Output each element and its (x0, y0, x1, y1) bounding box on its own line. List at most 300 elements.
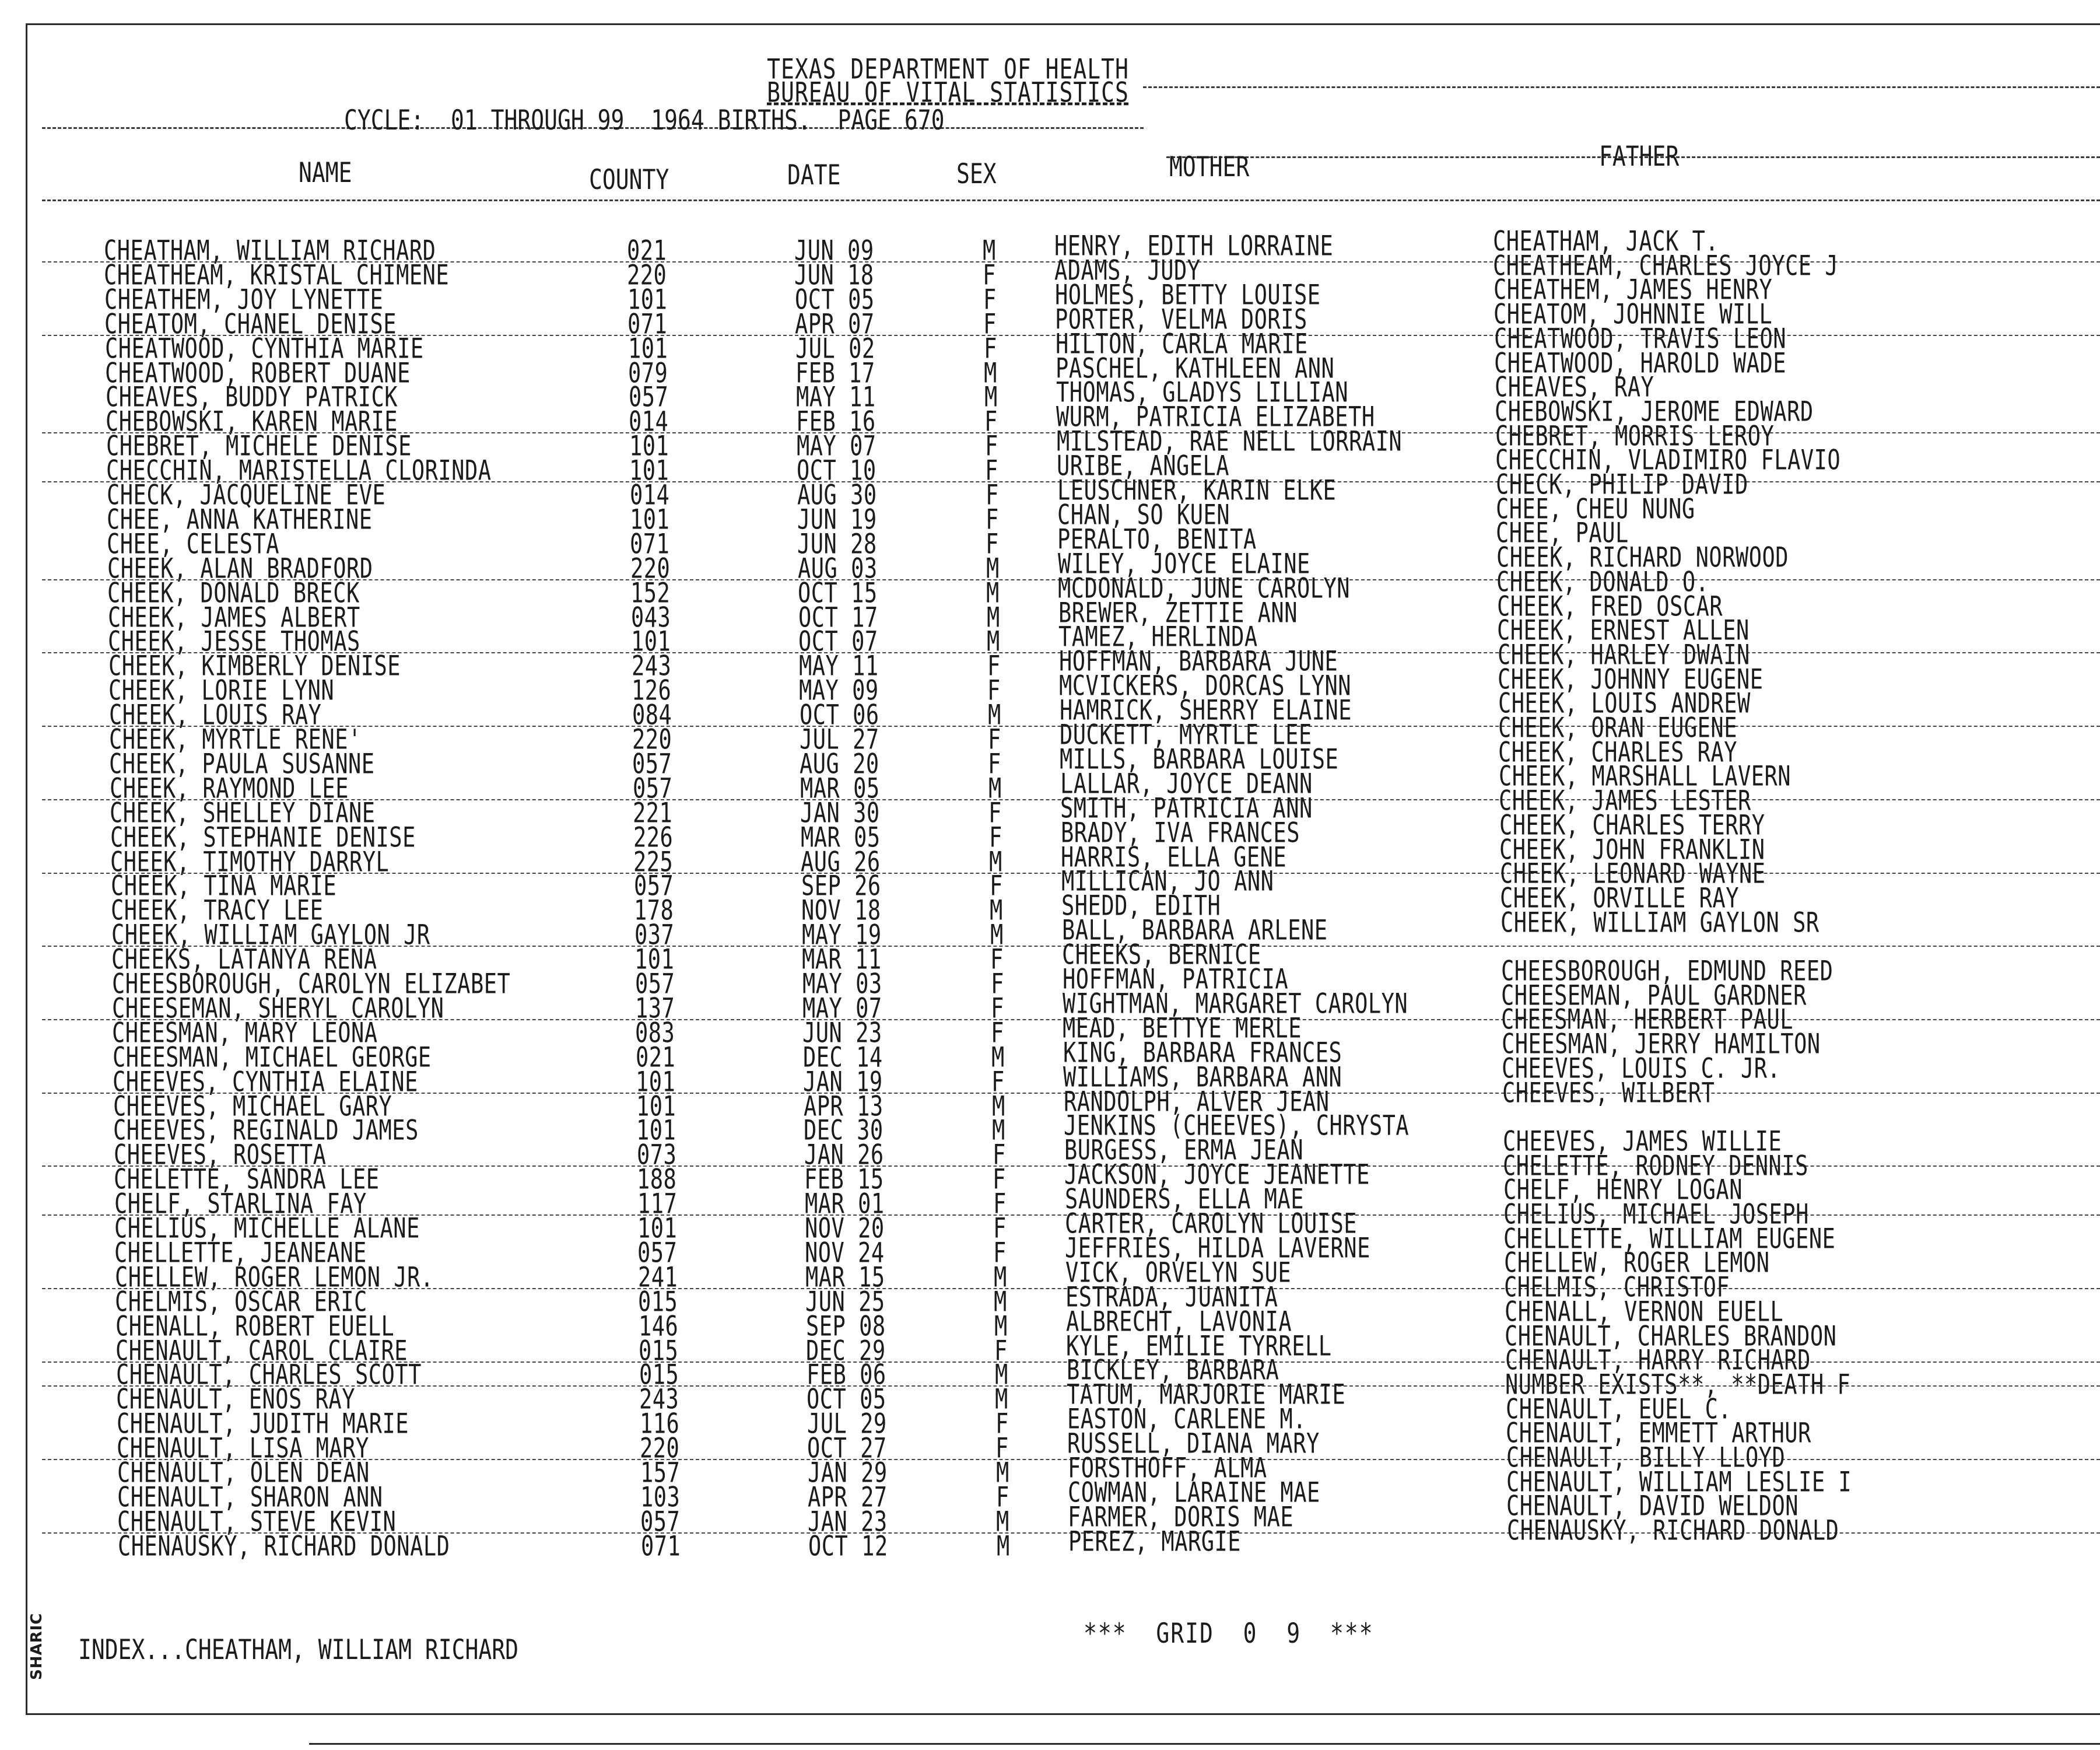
name-cell: CHEATHAM, WILLIAM RICHARD (104, 235, 436, 267)
sex-cell: F (993, 1188, 1007, 1220)
department-title: TEXAS DEPARTMENT OF HEALTH (767, 52, 1129, 85)
county-cell: 101 (637, 1212, 678, 1245)
name-cell: CHEEK, DONALD BRECK (107, 576, 360, 609)
father-cell: CHEEVES, LOUIS C. JR. (1502, 1052, 1781, 1084)
name-cell: CHEEK, TRACY LEE (111, 894, 324, 927)
father-cell: CHECCHIN, VLADIMIRO FLAVIO (1495, 444, 1841, 477)
date-cell: OCT 27 (807, 1432, 887, 1465)
mother-cell: JEFFRIES, HILDA LAVERNE (1065, 1231, 1370, 1264)
sex-cell: M (994, 1310, 1008, 1342)
sex-cell: M (988, 699, 1001, 732)
date-cell: SEP 26 (801, 870, 881, 902)
county-cell: 178 (634, 894, 674, 927)
name-cell: CHEEK, STEPHANIE DENISE (110, 821, 416, 853)
date-cell: JUN 19 (797, 503, 877, 536)
name-cell: CHEEK, JESSE THOMAS (108, 625, 360, 658)
mother-cell: HOFFMAN, BARBARA JUNE (1059, 645, 1338, 678)
mother-cell: BICKLEY, BARBARA (1067, 1354, 1279, 1387)
father-cell: CHENAULT, EUEL C. (1506, 1392, 1732, 1425)
sex-cell: M (984, 381, 998, 414)
county-cell: 126 (632, 674, 672, 707)
name-cell: CHENAULT, LISA MARY (117, 1432, 369, 1465)
county-cell: 101 (636, 1114, 676, 1147)
header-rule-right (1143, 86, 2100, 88)
county-cell: 043 (631, 601, 671, 634)
father-cell: CHEESBOROUGH, EDMUND REED (1501, 955, 1833, 988)
county-cell: 073 (637, 1139, 677, 1171)
bottom-rule (309, 1743, 2100, 1745)
date-cell: JUN 09 (794, 235, 874, 267)
county-cell: 226 (633, 821, 674, 853)
father-cell: CHEEK, ERNEST ALLEN (1497, 614, 1750, 647)
name-cell: CHEEKS, LATANYA RENA (111, 943, 377, 976)
mother-cell: MCVICKERS, DORCAS LYNN (1059, 670, 1352, 702)
county-cell: 157 (640, 1457, 681, 1489)
mother-cell: ESTRADA, JUANITA (1065, 1280, 1278, 1313)
father-cell: CHENAULT, HARRY RICHARD (1505, 1344, 1811, 1377)
mother-cell: BALL, BARBARA ARLENE (1062, 914, 1328, 947)
mother-cell: BRADY, IVA FRANCES (1061, 816, 1300, 849)
name-cell: CHEESMAN, MICHAEL GEORGE (113, 1041, 432, 1073)
father-cell: CHENAULT, WILLIAM LESLIE I (1506, 1465, 1852, 1498)
county-cell: 071 (641, 1530, 681, 1562)
father-cell: CHEAVES, RAY (1495, 371, 1654, 404)
sex-cell: M (986, 576, 1000, 609)
father-cell: CHEEK, MARSHALL LAVERN (1499, 760, 1792, 793)
name-cell: CHEEK, WILLIAM GAYLON JR (111, 919, 430, 951)
grid-marker: *** GRID 0 9 *** (1084, 1617, 1374, 1649)
sex-cell: F (985, 454, 998, 487)
name-cell: CHEEK, LOUIS RAY (109, 699, 322, 732)
county-cell: 117 (637, 1188, 678, 1220)
date-cell: APR 07 (795, 307, 875, 340)
name-cell: CHENAULT, STEVE KEVIN (117, 1505, 397, 1538)
name-cell: CHEEK, TINA MARIE (111, 870, 337, 902)
sex-cell: M (996, 1457, 1009, 1489)
mother-cell: SMITH, PATRICIA ANN (1060, 792, 1313, 824)
name-cell: CHEE, ANNA KATHERINE (107, 503, 373, 536)
date-cell: MAR 05 (801, 821, 881, 853)
sex-cell: F (991, 968, 1004, 1000)
mother-cell: HILTON, CARLA MARIE (1056, 327, 1308, 360)
sex-cell: F (994, 1334, 1008, 1367)
county-cell: 220 (632, 723, 672, 756)
name-cell: CHEEK, JAMES ALBERT (108, 601, 360, 634)
father-cell: CHECK, PHILIP DAVID (1496, 468, 1748, 501)
sex-cell: F (993, 1139, 1006, 1171)
sex-cell: M (990, 919, 1004, 951)
mother-cell: TAMEZ, HERLINDA (1058, 621, 1258, 653)
county-cell: 057 (637, 1236, 678, 1269)
name-cell: CHEESBOROUGH, CAROLYN ELIZABET (112, 968, 511, 1000)
county-cell: 057 (629, 381, 669, 414)
date-cell: APR 13 (804, 1090, 884, 1122)
date-cell: NOV 20 (805, 1212, 885, 1245)
county-cell: 101 (630, 503, 670, 536)
date-cell: MAY 07 (797, 430, 877, 463)
sex-cell: M (997, 1530, 1010, 1562)
father-cell: CHEEK, FRED OSCAR (1497, 590, 1723, 622)
sex-cell: F (991, 1065, 1005, 1098)
name-cell: CHELLETTE, JEANEANE (114, 1236, 367, 1269)
county-cell: 116 (640, 1408, 680, 1440)
county-cell: 014 (629, 405, 669, 438)
mother-cell: DUCKETT, MYRTLE LEE (1060, 719, 1312, 751)
mother-cell: FORSTHOFF, ALMA (1068, 1452, 1267, 1485)
date-cell: MAY 07 (802, 992, 882, 1024)
mother-cell: WILEY, JOYCE ELAINE (1058, 547, 1310, 580)
county-cell: 243 (639, 1383, 679, 1416)
sharic-label: SHARIC (28, 1612, 45, 1680)
sex-cell: M (983, 235, 996, 267)
mother-cell: SAUNDERS, ELLA MAE (1065, 1183, 1304, 1216)
date-cell: MAY 11 (799, 650, 879, 682)
date-cell: APR 27 (808, 1480, 888, 1513)
name-cell: CHEEK, LORIE LYNN (108, 674, 335, 707)
name-cell: CHEATHEAM, KRISTAL CHIMENE (104, 258, 450, 291)
sex-cell: F (984, 332, 997, 365)
date-cell: OCT 05 (795, 283, 875, 316)
county-cell: 014 (630, 479, 670, 512)
mother-cell: PERALTO, BENITA (1057, 523, 1257, 555)
father-cell: CHEEK, CHARLES RAY (1498, 736, 1737, 768)
sex-cell: F (983, 258, 996, 291)
county-cell: 057 (635, 968, 675, 1000)
father-cell: CHEEK, JOHNNY EUGENE (1498, 663, 1764, 695)
sex-cell: F (987, 674, 1001, 707)
mother-cell: ADAMS, JUDY (1054, 254, 1201, 286)
father-cell: CHELIUS, MICHAEL JOSEPH (1503, 1198, 1809, 1231)
father-cell: CHEE, PAUL (1496, 517, 1629, 550)
date-cell: MAR 01 (805, 1188, 885, 1220)
sex-cell: M (994, 1261, 1007, 1293)
date-cell: MAR 11 (802, 943, 882, 976)
column-header-rule (42, 200, 2100, 201)
date-cell: MAR 05 (800, 772, 880, 804)
date-cell: AUG 20 (800, 747, 879, 780)
sex-cell: F (986, 503, 999, 536)
mother-cell: HOLMES, BETTY LOUISE (1055, 278, 1321, 311)
sex-cell: F (993, 1236, 1007, 1269)
date-cell: MAY 09 (799, 674, 879, 707)
name-cell: CHEAVES, BUDDY PATRICK (106, 381, 398, 414)
sex-cell: M (989, 845, 1002, 878)
name-cell: CHEBOWSKI, KAREN MARIE (106, 405, 398, 438)
date-cell: JUL 29 (807, 1408, 887, 1440)
name-cell: CHENAULT, CAROL CLAIRE (115, 1334, 408, 1367)
name-cell: CHEATHEM, JOY LYNETTE (104, 283, 384, 316)
county-cell: 220 (630, 552, 671, 584)
sex-cell: M (992, 1090, 1005, 1122)
county-cell: 243 (632, 650, 672, 682)
sex-cell: M (990, 894, 1003, 927)
column-header-sex: SEX (956, 158, 997, 190)
county-cell: 015 (639, 1359, 679, 1391)
date-cell: FEB 16 (796, 405, 876, 438)
sex-cell: F (983, 283, 997, 316)
mother-cell: JACKSON, JOYCE JEANETTE (1064, 1158, 1370, 1191)
date-cell: SEP 08 (806, 1310, 886, 1342)
name-cell: CHELMIS, OSCAR ERIC (115, 1285, 367, 1318)
county-cell: 101 (627, 283, 668, 316)
father-cell: CHEEK, CHARLES TERRY (1499, 808, 1765, 841)
county-cell: 101 (634, 943, 675, 976)
mother-cell: FARMER, DORIS MAE (1068, 1500, 1294, 1533)
father-cell: CHEEVES, JAMES WILLIE (1503, 1125, 1782, 1157)
county-cell: 037 (634, 919, 675, 951)
date-cell: MAR 15 (805, 1261, 885, 1293)
date-cell: OCT 15 (798, 576, 878, 609)
bureau-title: BUREAU OF VITAL STATISTICS (767, 76, 1129, 108)
mother-cell: PORTER, VELMA DORIS (1055, 303, 1307, 335)
sex-cell: M (992, 1114, 1005, 1147)
date-cell: JAN 19 (803, 1065, 883, 1098)
sex-cell: M (995, 1383, 1008, 1416)
sex-cell: F (995, 1408, 1009, 1440)
mother-cell: HENRY, EDITH LORRAINE (1054, 230, 1334, 262)
mother-cell: PEREZ, MARGIE (1068, 1525, 1242, 1558)
date-cell: MAY 19 (802, 919, 882, 951)
date-cell: DEC 29 (806, 1334, 886, 1367)
name-cell: CHELETTE, SANDRA LEE (114, 1163, 380, 1196)
name-cell: CHENAULT, JUDITH MARIE (117, 1408, 409, 1440)
sex-cell: M (988, 772, 1002, 804)
name-cell: CHENAULT, ENOS RAY (116, 1383, 355, 1416)
county-cell: 021 (636, 1041, 676, 1073)
mother-cell: VICK, ORVELYN SUE (1065, 1256, 1292, 1289)
father-cell: CHELLEW, ROGER LEMON (1504, 1247, 1770, 1279)
date-cell: NOV 18 (801, 894, 881, 927)
father-cell: CHELMIS, CHRISTOF (1504, 1271, 1730, 1304)
mother-cell: BREWER, ZETTIE ANN (1058, 596, 1298, 629)
mother-cell: RUSSELL, DIANA MARY (1067, 1427, 1320, 1460)
name-cell: CHENAULT, OLEN DEAN (117, 1457, 370, 1489)
mother-cell: KING, BARBARA FRANCES (1063, 1036, 1342, 1069)
sex-cell: F (990, 943, 1004, 976)
sex-cell: F (985, 430, 998, 463)
county-cell: 015 (638, 1285, 678, 1318)
date-cell: JAN 29 (808, 1457, 888, 1489)
mother-cell: WURM, PATRICIA ELIZABETH (1056, 401, 1375, 433)
county-cell: 071 (630, 527, 670, 560)
sex-cell: F (991, 992, 1004, 1024)
county-cell: 101 (629, 430, 669, 463)
mother-cell: LEUSCHNER, KARIN ELKE (1057, 474, 1337, 507)
sex-cell: F (996, 1480, 1009, 1513)
mother-cell: WILLIAMS, BARBARA ANN (1063, 1060, 1342, 1093)
name-cell: CHELIUS, MICHELLE ALANE (114, 1212, 420, 1245)
date-cell: JUN 25 (805, 1285, 885, 1318)
sex-cell: M (996, 1505, 1009, 1538)
father-cell: CHEATHEAM, CHARLES JOYCE J (1493, 249, 1839, 282)
index-line: INDEX...CHEATHAM, WILLIAM RICHARD (78, 1633, 518, 1665)
name-cell: CHEEK, RAYMOND LEE (110, 772, 349, 804)
mother-cell: SHEDD, EDITH (1061, 890, 1221, 922)
father-cell: CHEATHEM, JAMES HENRY (1494, 274, 1773, 306)
sex-cell: F (986, 527, 999, 560)
sex-cell: F (995, 1432, 1009, 1465)
cycle-line: CYCLE: 01 THROUGH 99 1964 BIRTHS. PAGE 670 (344, 104, 945, 136)
name-cell: CHEEK, TIMOTHY DARRYL (110, 845, 390, 878)
county-cell: 101 (636, 1090, 676, 1122)
mother-cell: CHEEKS, BERNICE (1062, 939, 1261, 971)
mother-cell: HARRIS, ELLA GENE (1061, 841, 1287, 873)
name-cell: CHEESMAN, MARY LEONA (112, 1016, 378, 1049)
father-cell: CHEEK, RICHARD NORWOOD (1496, 541, 1789, 574)
sex-cell: M (991, 1041, 1005, 1073)
name-cell: CHEESEMAN, SHERYL CAROLYN (112, 992, 444, 1024)
county-cell: 101 (631, 625, 671, 658)
mother-cell: EASTON, CARLENE M. (1067, 1403, 1306, 1436)
name-cell: CHENAULT, SHARON ANN (117, 1480, 383, 1513)
mother-cell: CARTER, CAROLYN LOUISE (1065, 1208, 1358, 1240)
father-cell: CHEEVES, WILBERT (1502, 1076, 1715, 1109)
date-cell: AUG 26 (801, 845, 881, 878)
name-cell: CHEATWOOD, ROBERT DUANE (105, 356, 411, 389)
county-cell: 057 (633, 772, 673, 804)
sex-cell: F (988, 796, 1002, 829)
date-cell: FEB 15 (804, 1163, 884, 1196)
sex-cell: F (986, 479, 999, 512)
county-cell: 079 (628, 356, 668, 389)
father-cell: CHEESEMAN, PAUL GARDNER (1501, 979, 1807, 1012)
sex-cell: M (987, 625, 1000, 658)
father-cell: NUMBER EXISTS**, **DEATH F (1505, 1368, 1851, 1401)
name-cell: CHECCHIN, MARISTELLA CLORINDA (106, 454, 492, 487)
name-cell: CHELF, STARLINA FAY (114, 1188, 367, 1220)
county-cell: 152 (630, 576, 671, 609)
date-cell: OCT 12 (808, 1530, 888, 1562)
column-header-mother: MOTHER (1169, 150, 1250, 183)
mother-cell: CHAN, SO KUEN (1057, 498, 1230, 531)
mother-cell: MILLICAN, JO ANN (1061, 865, 1274, 898)
mother-cell: MCDONALD, JUNE CAROLYN (1058, 572, 1351, 604)
date-cell: MAY 11 (796, 381, 876, 414)
sex-cell: M (987, 601, 1000, 634)
date-cell: AUG 03 (798, 552, 878, 584)
mother-cell: HOFFMAN, PATRICIA (1063, 963, 1289, 996)
county-cell: 084 (632, 699, 672, 732)
county-cell: 021 (627, 235, 667, 267)
mother-cell: LALLAR, JOYCE DEANN (1060, 767, 1313, 800)
county-cell: 015 (639, 1334, 679, 1367)
father-cell: CHEBRET, MORRIS LEROY (1495, 419, 1775, 452)
county-cell: 137 (635, 992, 675, 1024)
county-cell: 057 (634, 870, 674, 902)
county-cell: 101 (636, 1065, 676, 1098)
name-cell: CHENAULT, CHARLES SCOTT (116, 1359, 422, 1391)
column-header-county: COUNTY (589, 163, 669, 195)
father-cell: CHEBOWSKI, JEROME EDWARD (1495, 395, 1814, 428)
father-cell: CHEEK, ORAN EUGENE (1498, 712, 1737, 744)
name-cell: CHEEK, SHELLEY DIANE (110, 796, 376, 829)
date-cell: NOV 24 (805, 1236, 885, 1269)
father-cell: CHEEK, JOHN FRANKLIN (1499, 833, 1765, 866)
father-cell: CHEATWOOD, TRAVIS LEON (1494, 322, 1787, 355)
father-cell: CHELLETTE, WILLIAM EUGENE (1503, 1222, 1836, 1255)
date-cell: OCT 07 (798, 625, 878, 658)
date-cell: JUL 02 (795, 332, 875, 365)
sex-cell: F (993, 1163, 1006, 1196)
name-cell: CHEBRET, MICHELE DENISE (106, 430, 412, 463)
mother-cell: MILLS, BARBARA LOUISE (1060, 743, 1339, 775)
date-cell: JAN 30 (800, 796, 880, 829)
father-cell: CHENAULT, CHARLES BRANDON (1505, 1320, 1837, 1352)
sex-cell: F (989, 821, 1002, 853)
date-cell: OCT 06 (800, 699, 879, 732)
county-cell: 221 (633, 796, 673, 829)
father-cell: CHEEK, DONALD O. (1496, 565, 1709, 598)
date-cell: JAN 26 (804, 1139, 884, 1171)
name-cell: CHEEVES, ROSETTA (114, 1139, 327, 1171)
sex-cell: F (983, 307, 997, 340)
father-cell: CHEEK, LEONARD WAYNE (1500, 858, 1766, 890)
name-cell: CHEATWOOD, CYNTHIA MARIE (105, 332, 424, 365)
mother-cell: MEAD, BETTYE MERLE (1063, 1012, 1302, 1044)
county-cell: 057 (640, 1505, 681, 1538)
county-cell: 101 (628, 332, 668, 365)
father-cell: CHELETTE, RODNEY DENNIS (1503, 1149, 1808, 1182)
mother-cell: KYLE, EMILIE TYRRELL (1066, 1329, 1332, 1362)
date-cell: FEB 06 (807, 1359, 886, 1391)
name-cell: CHELLEW, ROGER LEMON JR. (115, 1261, 434, 1293)
father-cell: CHEEK, WILLIAM GAYLON SR (1500, 906, 1819, 939)
name-cell: CHENAUSKY, RICHARD DONALD (118, 1530, 450, 1562)
father-cell: CHENAUSKY, RICHARD DONALD (1507, 1514, 1839, 1547)
sex-cell: F (984, 405, 998, 438)
father-cell: CHEATWOOD, HAROLD WADE (1494, 346, 1787, 379)
father-cell: CHEESMAN, JERRY HAMILTON (1502, 1028, 1821, 1060)
name-cell: CHEEK, KIMBERLY DENISE (108, 650, 401, 682)
father-cell: CHEEK, LOUIS ANDREW (1498, 687, 1751, 720)
mother-cell: PASCHEL, KATHLEEN ANN (1056, 352, 1335, 384)
sex-cell: F (993, 1212, 1007, 1245)
column-header-name: NAME (299, 156, 352, 188)
mother-cell: THOMAS, GLADYS LILLIAN (1056, 376, 1349, 409)
name-cell: CHEEVES, MICHAEL GARY (113, 1090, 392, 1122)
county-cell: 146 (639, 1310, 679, 1342)
sex-cell: M (995, 1359, 1008, 1391)
father-cell: CHENALL, VERNON EUELL (1505, 1295, 1784, 1328)
date-cell: OCT 17 (798, 601, 878, 634)
name-cell: CHEEVES, CYNTHIA ELAINE (113, 1065, 418, 1098)
county-cell: 103 (640, 1480, 681, 1513)
mother-cell: URIBE, ANGELA (1057, 450, 1230, 482)
father-cell: CHEEK, ORVILLE RAY (1500, 881, 1739, 914)
sex-cell: M (994, 1285, 1007, 1318)
date-cell: JUN 28 (797, 527, 877, 560)
mother-cell: TATUM, MARJORIE MARIE (1067, 1378, 1346, 1411)
date-cell: DEC 14 (803, 1041, 883, 1073)
county-cell: 057 (632, 747, 672, 780)
mother-cell: BURGESS, ERMA JEAN (1064, 1134, 1303, 1167)
father-cell: CHELF, HENRY LOGAN (1503, 1174, 1743, 1206)
mother-cell: ALBRECHT, LAVONIA (1066, 1305, 1292, 1338)
county-cell: 241 (638, 1261, 678, 1293)
father-cell: CHENAULT, EMMETT ARTHUR (1506, 1417, 1811, 1450)
sex-cell: F (987, 650, 1001, 682)
name-cell: CHEEVES, REGINALD JAMES (113, 1114, 419, 1147)
name-cell: CHEEK, MYRTLE RENE' (109, 723, 362, 756)
mother-cell: MILSTEAD, RAE NELL LORRAIN (1057, 425, 1403, 458)
name-cell: CHEEK, ALAN BRADFORD (107, 552, 373, 584)
county-cell: 220 (640, 1432, 680, 1465)
county-cell: 101 (629, 454, 669, 487)
date-cell: JUN 23 (802, 1016, 882, 1049)
name-cell: CHEATOM, CHANEL DENISE (104, 307, 397, 340)
county-cell: 071 (627, 307, 668, 340)
sex-cell: F (991, 1016, 1004, 1049)
